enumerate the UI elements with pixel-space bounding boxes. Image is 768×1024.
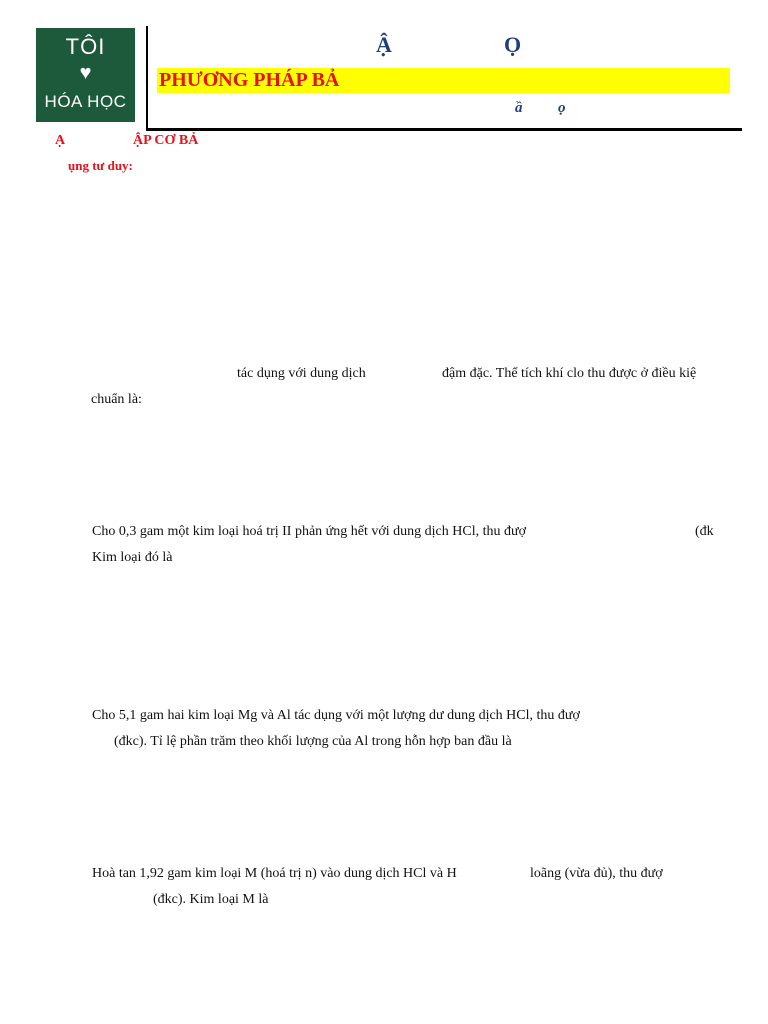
question-1-text-c: chuẩn là:	[91, 392, 142, 407]
logo-text-line2: HÓA HỌC	[44, 92, 127, 111]
header-subtitle-part1: ầ	[515, 100, 523, 116]
logo-text-line1: TÔI	[65, 34, 106, 59]
logo	[36, 28, 135, 122]
question-1-text-a: tác dụng với dung dịch	[237, 366, 366, 381]
header-subtitle-part2: ọ	[558, 100, 566, 116]
section-heading-part2: ẬP CƠ BẢ	[133, 133, 199, 148]
question-2-text-b: (đk	[695, 524, 714, 539]
section-heading-part1: Ạ	[55, 133, 66, 148]
header-title-part1: Ậ	[376, 32, 392, 57]
heart-icon: ♥	[79, 62, 92, 84]
section-subheading: ụng tư duy:	[68, 158, 133, 173]
title-banner	[157, 68, 730, 93]
question-4-text-b: loãng (vừa đủ), thu đượ	[530, 866, 663, 881]
header-title-part2: Ọ	[504, 32, 522, 57]
question-2-text-a: Cho 0,3 gam một kim loại hoá trị II phản ứng hết với dung dịch HCl, thu đượ	[92, 524, 526, 539]
question-3-text-b: (đkc). Tỉ lệ phần trăm theo khối lượng của Al trong hỗn hợp ban đầu là	[114, 734, 512, 749]
question-2-text-c: Kim loại đó là	[92, 550, 173, 565]
banner-title: PHƯƠNG PHÁP BẢ	[159, 69, 340, 91]
header-divider-horizontal	[146, 128, 742, 131]
question-3-text-a: Cho 5,1 gam hai kim loại Mg và Al tác dụng với một lượng dư dung dịch HCl, thu đượ	[92, 708, 580, 723]
question-1-text-b: đậm đặc. Thể tích khí clo thu được ở điều kiệ	[442, 366, 697, 381]
question-4-text-a: Hoà tan 1,92 gam kim loại M (hoá trị n) vào dung dịch HCl và H	[92, 866, 457, 881]
question-4-text-c: (đkc). Kim loại M là	[153, 892, 269, 907]
header-divider-vertical	[146, 26, 148, 130]
